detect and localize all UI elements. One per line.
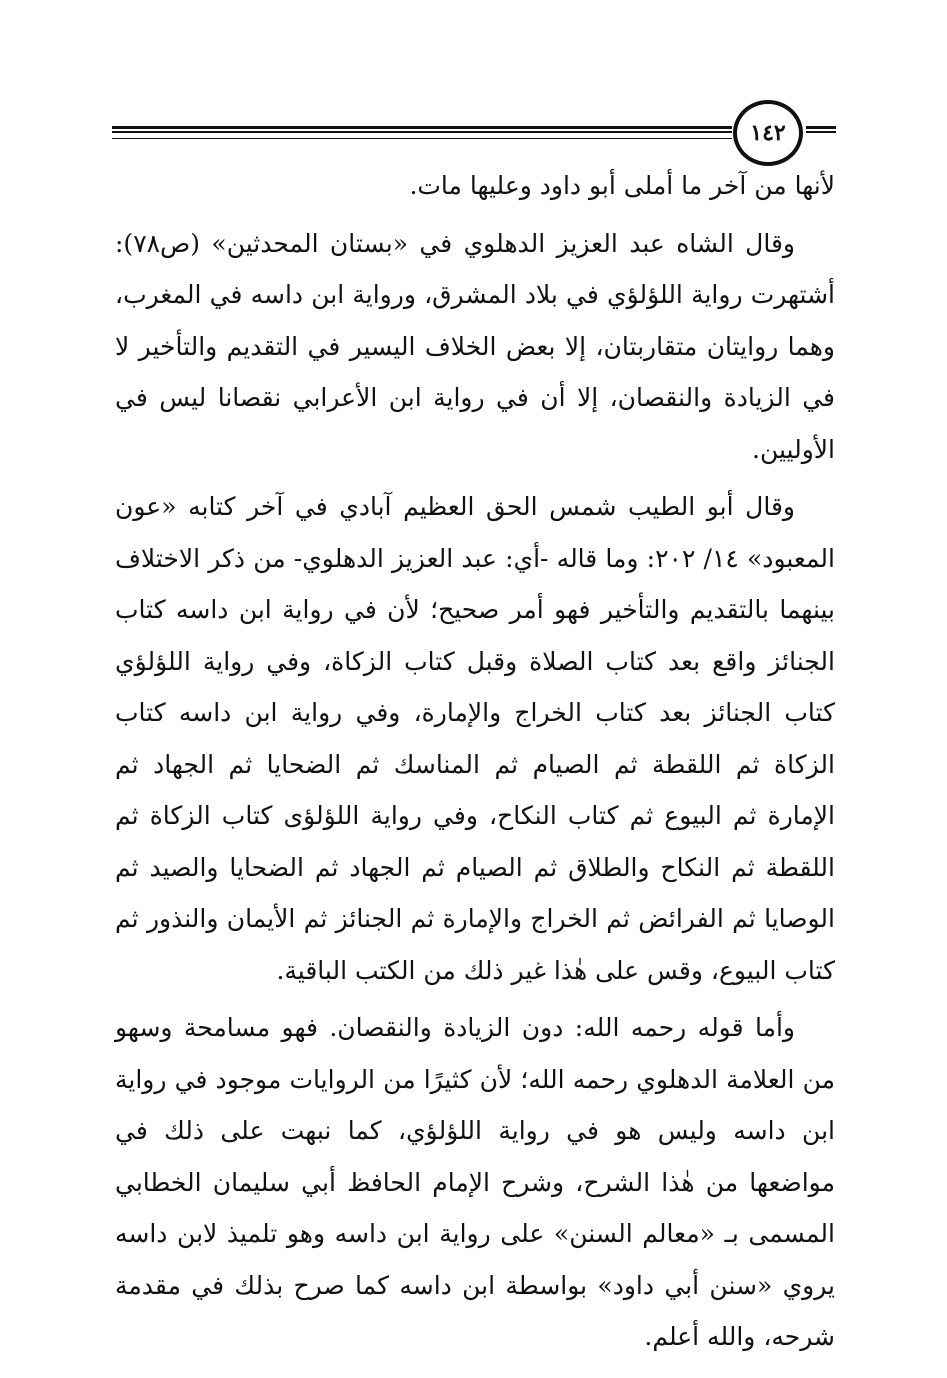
page-number: ١٤٢ <box>733 100 803 166</box>
paragraph: وقال الشاه عبد العزيز الدهلوي في «بستان المحدثين» (ص٧٨): أشتهرت رواية اللؤلؤي في بلاد المشرق، ورواية ابن داسه في المغرب، وهما روايتان متقاربتان، إلا بعض الخلاف اليسير في التقديم والتأخير لا في الزيادة والنقصان، إلا أن في رواية ابن الأعرابي نقصانا ليس في الأوليين. <box>115 228 835 464</box>
paragraph: وقال أبو الطيب شمس الحق العظيم آبادي في آخر كتابه «عون المعبود» ١٤/ ٢٠٢: وما قاله -أي: عبد العزيز الدهلوي- من ذكر الاختلاف بينهما بالتقديم والتأخير فهو أمر صحيح؛ لأن في رواية ابن داسه كتاب الجنائز واقع بعد كتاب الصلاة وقبل كتاب الزكاة، وفي رواية اللؤلؤي كتاب الجنائز بعد كتاب الخراج والإمارة، وفي رواية ابن داسه كتاب الزكاة ثم اللقطة ثم الصيام ثم المناسك ثم الضحايا ثم الجهاد ثم الإمارة ثم البيوع ثم كتاب النكاح، وفي رواية اللؤلؤى كتاب الزكاة ثم اللقطة ثم النكاح والطلاق ثم الصيام ثم الجهاد ثم الضحايا والصيد ثم الوصايا ثم الفرائض ثم الخراج والإمارة ثم الجنائز ثم الأيمان والنذور ثم كتاب البيوع، وقس على هٰذا غير ذلك من الكتب الباقية. <box>115 492 835 985</box>
header-rule-right-thin <box>806 131 836 133</box>
header-rule-middle <box>112 131 732 133</box>
header-rule-right-thick <box>806 126 836 129</box>
body-text <box>115 160 835 1369</box>
header-rule-thick <box>112 126 732 129</box>
paragraph: لأنها من آخر ما أملى أبو داود وعليها مات. <box>409 171 835 200</box>
paragraph: وأما قوله رحمه الله: دون الزيادة والنقصان. فهو مسامحة وسهو من العلامة الدهلوي رحمه الله؛ لأن كثيرًا من الروايات موجود في رواية ابن داسه وليس هو في رواية اللؤلؤي، كما نبهت على ذلك في مواضعها من هٰذا الشرح، وشرح الإمام الحافظ أبي سليمان الخطابي المسمى بـ «معالم السنن» على رواية ابن داسه وهو تلميذ لابن داسه يروي «سنن أبي داود» بواسطة ابن داسه كما صرح بذلك في مقدمة شرحه، والله أعلم. <box>115 1013 835 1351</box>
header-rule-thin <box>112 138 732 139</box>
